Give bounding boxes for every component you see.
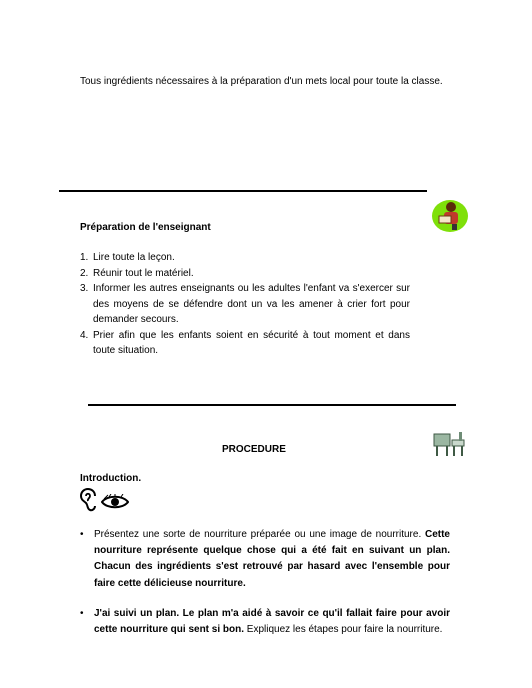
- list-item: 4. Prier afin que les enfants soient en sécurité à tout moment et dans toute situation.: [80, 329, 410, 356]
- intro-text: Tous ingrédients nécessaires à la préparation d'un mets local pour toute la classe.: [80, 76, 443, 87]
- introduction-heading: Introduction.: [80, 473, 142, 484]
- list-item: • Présentez une sorte de nourriture préparée ou une image de nourriture. Cette nourriture représente quelque chose qui a été fait en suivant un plan. Chacun des ingrédients s'est retrouvé par hasard avec l'ensemble pour faire cette délicieuse nourriture.: [80, 529, 450, 589]
- teacher-reading-icon: [430, 198, 470, 234]
- teacher-prep-steps: [80, 250, 410, 359]
- separator-line: [88, 404, 456, 406]
- list-item: 2. Réunir tout le matériel.: [80, 267, 194, 279]
- list-item: 1. Lire toute la leçon.: [80, 252, 175, 263]
- list-item: • J'ai suivi un plan. Le plan m'a aidé à savoir ce qu'il fallait faire pour avoir cette nourriture qui sent si bon. Expliquez les étapes pour faire la nourriture.: [80, 607, 450, 636]
- procedure-heading: PROCEDURE: [222, 444, 286, 455]
- ear-icon: [80, 488, 100, 512]
- procedure-bullets: [80, 527, 450, 652]
- eye-icon: [101, 494, 129, 510]
- teacher-prep-heading: Préparation de l'enseignant: [80, 222, 211, 233]
- desk-chair-icon: [432, 430, 466, 458]
- separator-line: [59, 190, 427, 192]
- list-item: 3. Informer les autres enseignants ou les adultes l'enfant va s'exercer sur des moyens de se défendre dont un va les amener à crier fort pour demander secours.: [80, 283, 410, 325]
